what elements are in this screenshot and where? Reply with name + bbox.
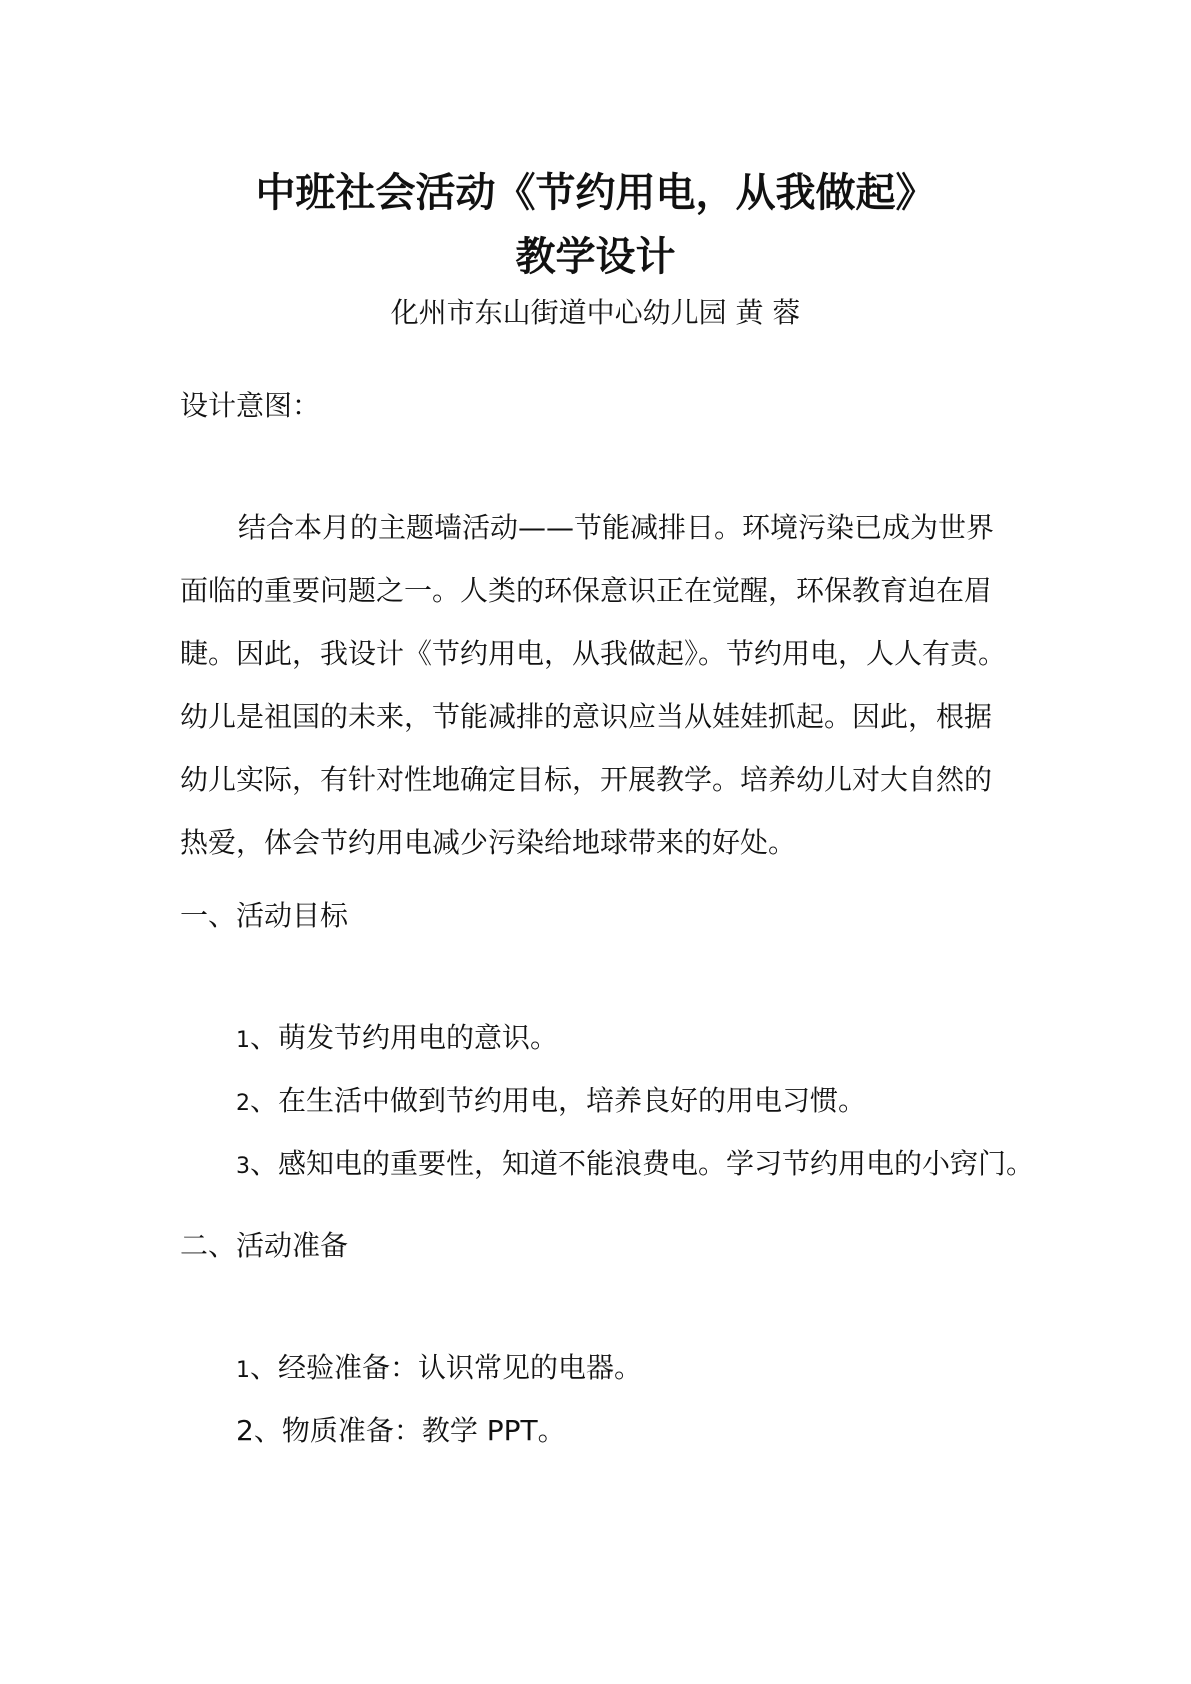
paragraph-line: 幼儿实际，有针对性地确定目标，开展教学。培养幼儿对大自然的 (180, 763, 993, 796)
preparation-item (236, 1350, 642, 1389)
goal-item-text: 、感知电的重要性，知道不能浪费电。学习节约用电的小窍门。 (250, 1147, 1035, 1180)
document-title-line-2: 教学设计 (515, 233, 676, 280)
goal-item-text: 、在生活中做到节约用电，培养良好的用电习惯。 (250, 1084, 867, 1117)
preparation-item-number: 1 (236, 1358, 250, 1383)
preparation-item-text: 、经验准备：认识常见的电器。 (250, 1351, 643, 1384)
activity-preparation-heading: 二、活动准备 (180, 1229, 349, 1262)
paragraph-line: 睫。因此，我设计《节约用电，从我做起》。节约用电，人人有责。 (180, 637, 1007, 670)
paragraph-line: 幼儿是祖国的未来，节能减排的意识应当从娃娃抓起。因此，根据 (180, 700, 993, 733)
goal-item (236, 1020, 558, 1059)
goal-item (236, 1146, 1034, 1185)
goal-item-text: 、萌发节约用电的意识。 (250, 1021, 559, 1054)
goal-item-number: 1 (236, 1028, 250, 1053)
paragraph-line: 面临的重要问题之一。人类的环保意识正在觉醒，环保教育迫在眉 (180, 574, 993, 607)
goal-item-number: 3 (236, 1154, 250, 1179)
activity-goals-heading: 一、活动目标 (180, 899, 349, 932)
goal-item (236, 1083, 866, 1122)
goal-item-number: 2 (236, 1091, 250, 1116)
preparation-item (236, 1413, 566, 1449)
preparation-item-text: 、物质准备：教学 PPT。 (253, 1414, 566, 1447)
design-intent-heading: 设计意图： (180, 389, 321, 422)
preparation-item-number: 2 (236, 1414, 254, 1447)
paragraph-line: 结合本月的主题墙活动——节能减排日。环境污染已成为世界 (238, 511, 995, 544)
paragraph-line: 热爱，体会节约用电减少污染给地球带来的好处。 (180, 826, 797, 859)
author-line: 化州市东山街道中心幼儿园 黄 蓉 (390, 296, 801, 329)
design-intent-paragraph (180, 496, 1020, 874)
document-title-line-1: 中班社会活动《节约用电，从我做起》 (255, 169, 936, 216)
